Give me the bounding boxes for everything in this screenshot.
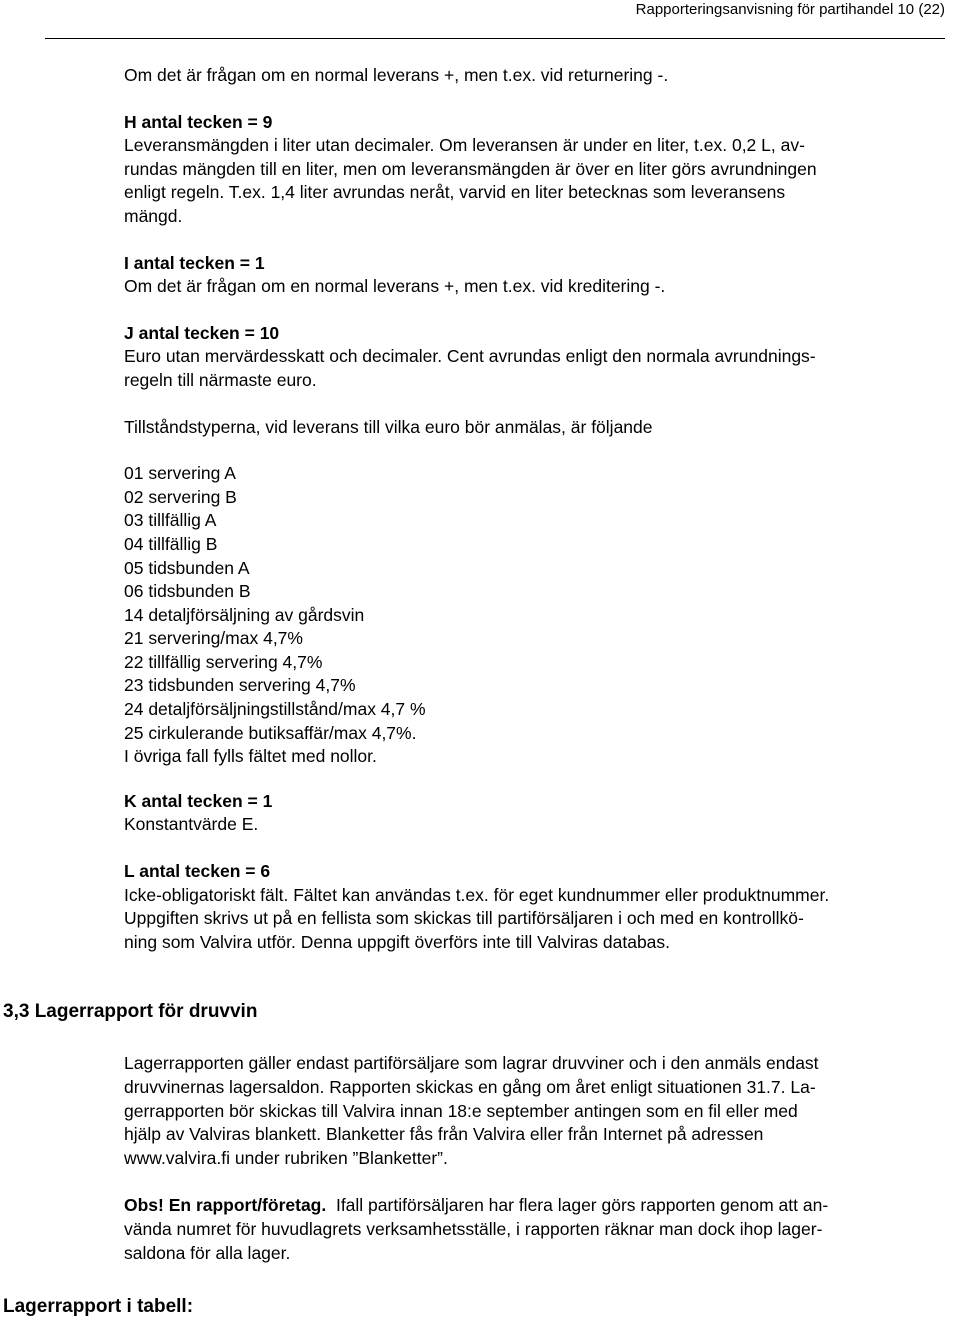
obs-line-1 [124,1194,960,1218]
header-rule [45,38,945,39]
field-j-line-2: regeln till närmaste euro. [124,369,317,390]
obs-label: Obs! En rapport/företag. [124,1194,327,1215]
permit-list [124,462,960,769]
section-p1-line-1: Lagerrapporten gäller endast partiförsäljare som lagrar druvviner och i den anmäls endast [124,1053,819,1073]
field-descriptions [124,64,960,954]
section-p1-line-3: gerrapporten bör skickas till Valvira innan 18:e september antingen som en fil eller med [124,1100,798,1121]
field-i-body: Om det är frågan om en normal leverans +, men t.ex. vid kreditering -. [124,276,666,297]
field-h-line-3: enligt regeln. T.ex. 1,4 liter avrundas neråt, varvid en liter betecknas som leveransens [124,182,786,203]
field-l-line-1: Icke-obligatoriskt fält. Fältet kan användas t.ex. för eget kundnummer eller produktnummer. [124,884,830,905]
field-h-title: H antal tecken = 9 [124,111,273,132]
intro-text: Om det är frågan om en normal leverans +, men t.ex. vid returnering -. [124,65,669,85]
field-k-body: Konstantvärde E. [124,814,259,835]
section-p1-line-4: hjälp av Valviras blankett. Blanketter fås från Valvira eller från Internet på adressen [124,1124,764,1145]
list-item: 14 detaljförsäljning av gårdsvin [124,604,365,625]
list-item: 22 tillfällig servering 4,7% [124,651,323,672]
field-i-title: I antal tecken = 1 [124,252,265,273]
obs-line-3: saldona för alla lager. [124,1242,291,1263]
obs-line-2: vända numret för huvudlagrets verksamhetsställe, i rapporten räknar man dock ihop lager- [124,1218,823,1239]
list-item: I övriga fall fylls fältet med nollor. [124,746,377,767]
field-l-line-3: ning som Valvira utför. Denna uppgift överförs inte till Valviras databas. [124,931,671,952]
field-l-line-2: Uppgiften skrivs ut på en fellista som skickas till partiförsäljaren i och med en kontrollkö- [124,908,804,929]
field-k-title: K antal tecken = 1 [124,790,273,811]
field-j-line-1: Euro utan mervärdesskatt och decimaler. Cent avrundas enligt den normala avrundnings- [124,346,816,367]
list-item: 21 servering/max 4,7% [124,628,303,649]
section-body [124,1052,960,1265]
list-item: 25 cirkulerande butiksaffär/max 4,7%. [124,722,417,743]
list-item: 24 detaljförsäljningstillstånd/max 4,7 % [124,699,426,720]
list-item: 03 tillfällig A [124,510,217,531]
list-item: 23 tidsbunden servering 4,7% [124,675,356,696]
table-heading: Lagerrapport i tabell: [3,1296,194,1317]
list-item: 01 servering A [124,463,236,484]
field-l-title: L antal tecken = 6 [124,861,271,882]
list-item: 05 tidsbunden A [124,557,250,578]
section-p1-line-5: www.valvira.fi under rubriken ”Blanketter”. [124,1148,448,1169]
permits-intro: Tillståndstyperna, vid leverans till vilka euro bör anmälas, är följande [124,416,653,437]
obs-text: Ifall partiförsäljaren har flera lager görs rapporten genom att an- [326,1194,829,1215]
field-j-title: J antal tecken = 10 [124,322,280,343]
list-item: 04 tillfällig B [124,533,218,554]
list-item: 06 tidsbunden B [124,581,251,602]
section-heading: 3,3 Lagerrapport för druvvin [3,1001,258,1022]
field-h-line-4: mängd. [124,205,183,226]
field-h-line-1: Leveransmängden i liter utan decimaler. Om leveransen är under en liter, t.ex. 0,2 L, av- [124,135,805,156]
list-item: 02 servering B [124,486,237,507]
field-h-line-2: rundas mängden till en liter, men om leveransmängden är över en liter görs avrundningen [124,158,817,179]
section-p1-line-2: druvvinernas lagersaldon. Rapporten skickas en gång om året enligt situationen 31.7. La- [124,1076,816,1097]
page-header: Rapporteringsanvisning för partihandel 10 (22) [635,1,945,18]
